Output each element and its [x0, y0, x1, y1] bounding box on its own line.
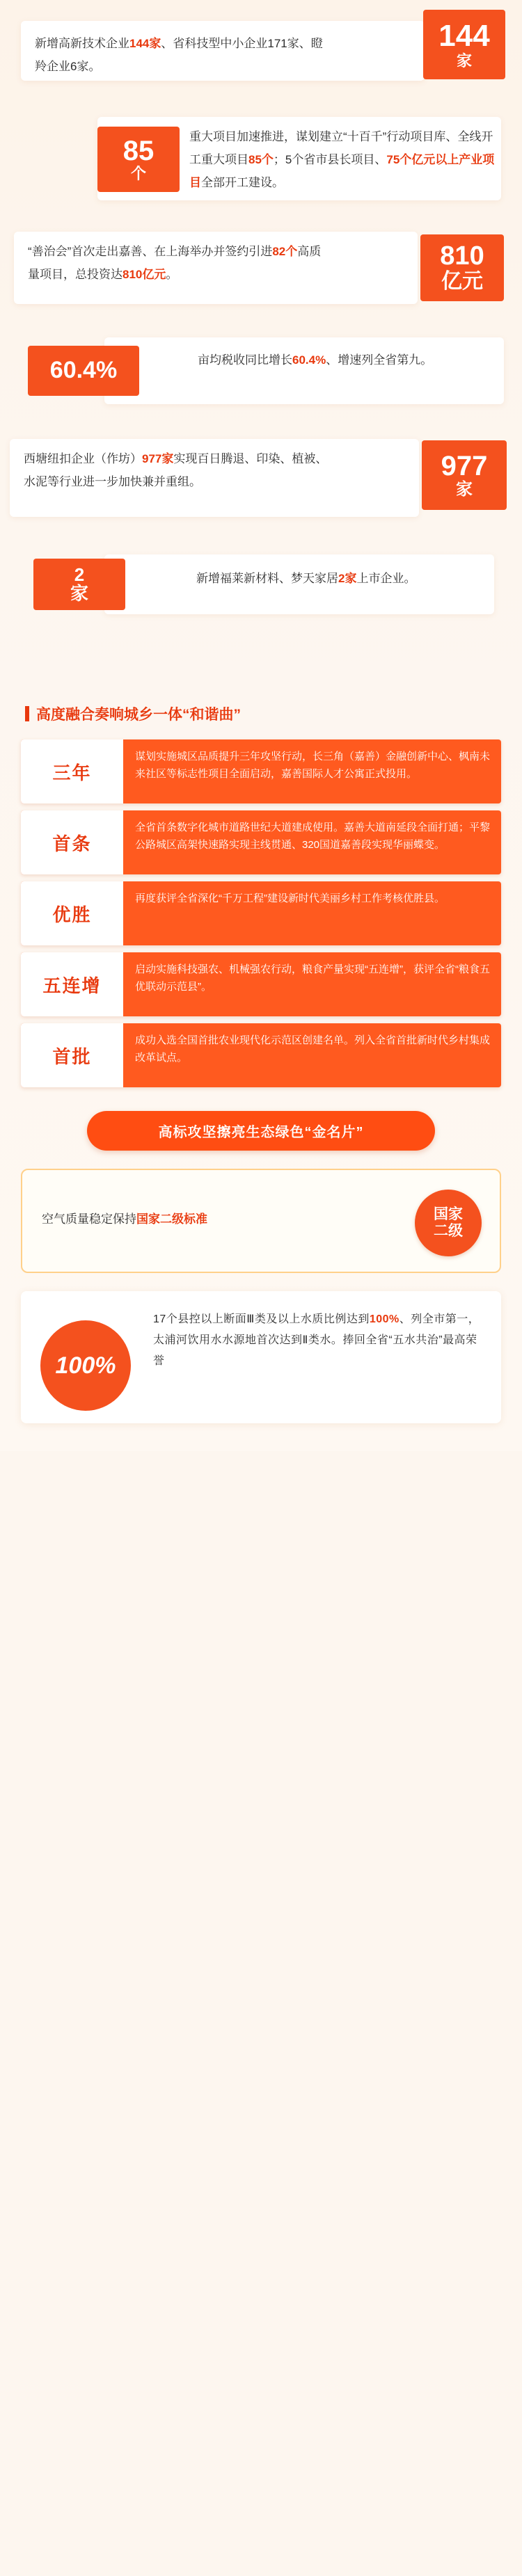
text-highlight: 100%	[369, 1313, 400, 1325]
text-part: 17个县控以上断面Ⅲ类及以上水质比例达到	[153, 1313, 370, 1325]
heading-text: 高度融合奏响城乡一体“和谐曲”	[36, 707, 241, 723]
stat-unit: 家	[456, 480, 473, 499]
water-quality-card	[21, 1291, 501, 1423]
card-body: 成功入选全国首批农业现代化示范区创建名单。列入全省首批新时代乡村集成改革试点。	[135, 1034, 491, 1064]
text-part: 、列全市第一，太浦河饮用水水源地首次达到Ⅱ类水。捧回全省“五水共治”最高荣誉	[153, 1313, 480, 1367]
text-highlight: 2家	[338, 572, 357, 585]
text-highlight: 977家	[142, 452, 174, 465]
stat-unit: 个	[130, 165, 146, 183]
text-highlight: 60.4%	[292, 353, 326, 367]
stat-number: 977	[441, 451, 488, 482]
stat-number-badge	[33, 559, 125, 610]
text-highlight: 75个亿元以上产业项目	[189, 153, 495, 189]
text-highlight: 85个	[248, 153, 274, 166]
list-item	[21, 810, 501, 874]
stat-number: 2	[74, 563, 85, 585]
stat-number-badge	[423, 10, 505, 79]
text-part: ；5个省市县长项目、	[273, 153, 387, 166]
water-quality-text	[153, 1309, 483, 1372]
text-part: 、增速列全省第九。	[326, 353, 433, 367]
stat-number-badge	[97, 127, 180, 192]
stat-number: 60.4%	[49, 357, 118, 384]
stat-number-badge	[420, 234, 504, 301]
stat-text	[24, 447, 330, 493]
text-part: 全部开工建设。	[201, 176, 284, 189]
stat-text	[28, 240, 327, 286]
text-part: 实现百日腾退、印染、植被、水泥等行业进一步加快兼并重组。	[24, 452, 328, 488]
stat-number: 85	[122, 136, 155, 167]
list-item	[21, 881, 501, 945]
stamp-line-1: 国家	[434, 1206, 463, 1223]
stat-unit: 家	[70, 583, 88, 604]
card-body: 再度获评全省深化“千万工程”建设新时代美丽乡村工作考核优胜县。	[135, 893, 445, 904]
text-highlight: 144家	[129, 37, 161, 50]
card-body: 谋划实施城区品质提升三年攻坚行动，长三角（嘉善）金融创新中心、枫南未来社区等标志性项目全面启动，嘉善国际人才公寓正式投用。	[135, 751, 491, 780]
stat-text	[196, 567, 489, 590]
spacer	[0, 643, 522, 685]
air-quality-box	[21, 1169, 501, 1273]
card-key: 首批	[21, 1023, 125, 1087]
section-heading-2	[0, 685, 522, 733]
list-item	[21, 952, 501, 1016]
percent-badge: 100%	[40, 1320, 131, 1411]
stat-row-977	[0, 428, 522, 539]
stat-number-badge	[422, 440, 507, 510]
stat-row-810	[0, 219, 522, 323]
national-grade-stamp	[415, 1190, 482, 1256]
stat-row-85	[0, 104, 522, 219]
text-part: 。	[166, 268, 178, 281]
card-key: 三年	[21, 739, 125, 803]
stat-unit: 亿元	[441, 270, 483, 294]
text-highlight: 810亿元	[122, 268, 166, 281]
stat-number: 810	[440, 241, 484, 271]
text-part: 新增高新技术企业	[35, 37, 129, 50]
card-key: 优胜	[21, 881, 125, 945]
text-part: 新增福莱新材料、梦天家居	[196, 572, 338, 585]
card-body: 启动实施科技强农、机械强农行动，粮食产量实现“五连增”，获评全省“粮食五优联动示范县”。	[135, 963, 490, 993]
stat-number-badge	[28, 346, 139, 396]
card-body: 全省首条数字化城市道路世纪大道建成使用。嘉善大道南延段全面打通；平黎公路城区高架快速路实现主线贯通、320国道嘉善段实现华丽蝶变。	[135, 822, 491, 851]
text-highlight: 82个	[272, 245, 298, 258]
stat-text	[189, 125, 496, 194]
text-part: 亩均税收同比增长	[198, 353, 292, 367]
text-highlight: 国家二级标准	[136, 1213, 207, 1226]
stat-row-144	[0, 0, 522, 104]
stat-row-2	[0, 539, 522, 643]
card-key: 五连增	[21, 952, 125, 1016]
text-part: 重大项目加速推进，谋划建立“十百千”行动项目库、全线开工重大项目	[189, 130, 493, 166]
list-item	[21, 1023, 501, 1087]
text-part: 西塘纽扣企业（作坊）	[24, 452, 142, 465]
stat-unit: 家	[456, 51, 472, 70]
stat-text	[35, 32, 327, 78]
list-item	[21, 739, 501, 803]
text-part: 、省科技型中小企业171家、瞪羚企业6家。	[35, 37, 323, 73]
text-part: “善治会”首次走出嘉善、在上海举办并签约引进	[28, 245, 273, 258]
text-part: 空气质量稳定保持	[42, 1213, 136, 1226]
stamp-line-2: 二级	[434, 1223, 463, 1239]
stat-text	[198, 349, 476, 371]
stat-row-604	[0, 323, 522, 428]
text-part: 高质量项目，总投资达	[28, 245, 322, 281]
text-part: 上市企业。	[356, 572, 416, 585]
heading-bar-icon	[25, 706, 29, 721]
section-heading-3: 高标攻坚擦亮生态绿色“金名片”	[87, 1111, 435, 1151]
stat-number: 144	[438, 19, 490, 54]
card-key: 首条	[21, 810, 125, 874]
air-quality-label	[42, 1209, 207, 1226]
